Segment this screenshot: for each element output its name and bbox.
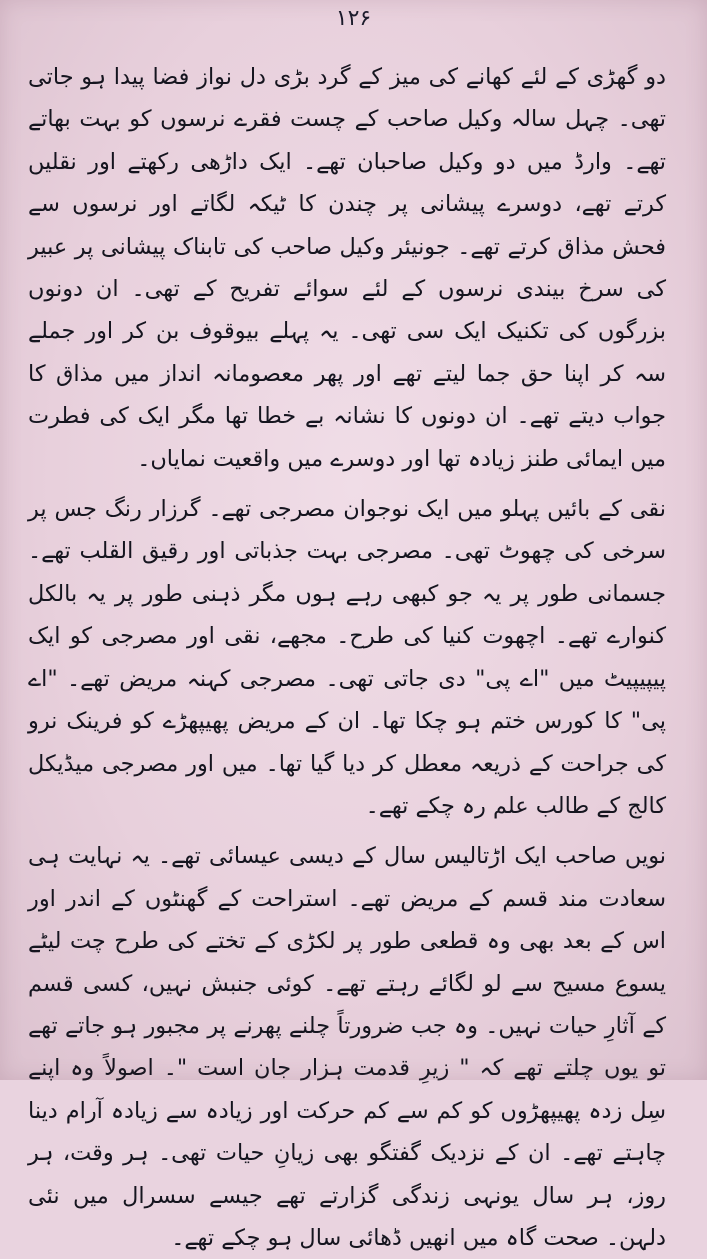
paragraph-3: نویں صاحب ایک اڑتالیس سال کے دیسی عیسائی تھے۔ یہ نہایت ہی سعادت مند قسم کے مریض تھے۔ استراحت کے گھنٹوں کے اندر اور اس کے بعد بھی وہ قطعی طور پر لکڑی کے تختے کی طرح چت لیٹے یسوع مسیح سے لو لگائے رہتے تھے۔ کوئی جنبش نہیں، کسی قسم کے آثارِ حیات نہیں۔ وہ جب ضرورتاً چلنے پھرنے پر مجبور ہو جاتے تھے تو یوں چلتے تھے کہ " زیرِ قدمت ہزار جان است "۔ اصولاً وہ اپنے سِل زدہ پھیپھڑوں کو کم سے کم حرکت اور زیادہ سے زیادہ آرام دینا چاہتے تھے۔ ان کے نزدیک گفتگو بھی زیانِ حیات تھی۔ ہر وقت، ہر روز، ہر سال یونہی زندگی گزارتے تھے جیسے سسرال میں نئی دلہن۔ صحت گاہ میں انھیں ڈھائی سال ہو چکے تھے۔	[28, 843, 666, 1251]
page-number: ۱۲۶	[335, 6, 372, 31]
paragraph-2: نقی کے بائیں پہلو میں ایک نوجوان مصرجی تھے۔ گرزار رنگ جس پر سرخی کی چھوٹ تھی۔ مصرجی بہت جذباتی اور رقیق القلب تھے۔ جسمانی طور پر یہ جو کبھی رہے ہوں مگر ذہنی طور پر یہ بالکل کنوارے تھے۔ اچھوت کنیا کی طرح۔ مجھے، نقی اور مصرجی کو ایک پیپیپیٹ میں "اے پی" دی جاتی تھی۔ مصرجی کہنہ مریض تھے۔ "اے پی" کا کورس ختم ہو چکا تھا۔ ان کے مریض پھیپھڑے کو فرینک نرو کی جراحت کے ذریعہ معطل کر دیا گیا تھا۔ میں اور مصرجی میڈیکل کالج کے طالب علم رہ چکے تھے۔	[28, 496, 666, 819]
page-text	[28, 56, 666, 1259]
paragraph-1: دو گھڑی کے لئے کھانے کی میز کے گرد بڑی دل نواز فضا پیدا ہو جاتی تھی۔ چہل سالہ وکیل صاحب کے چست فقرے نرسوں کو بہت بھاتے تھے۔ وارڈ میں دو وکیل صاحبان تھے۔ ایک داڑھی رکھتے اور نقلیں کرتے تھے، دوسرے پیشانی پر چندن کا ٹیکہ لگاتے اور نرسوں سے فحش مذاق کرتے تھے۔ جونیئر وکیل صاحب کی تابناک پیشانی پر عبیر کی سرخ بیندی نرسوں کے لئے سوائے تفریح کے تھی۔ ان دونوں بزرگوں کی تکنیک ایک سی تھی۔ یہ پہلے بیوقوف بن کر اور جملے سہ کر اپنا حق جما لیتے تھے اور پھر معصومانہ انداز میں مذاق کا جواب دیتے تھے۔ ان دونوں کا نشانہ بے خطا تھا مگر ایک کی فطرت میں ایمائی طنز زیادہ تھا اور دوسرے میں واقعیت نمایاں۔	[28, 64, 666, 472]
